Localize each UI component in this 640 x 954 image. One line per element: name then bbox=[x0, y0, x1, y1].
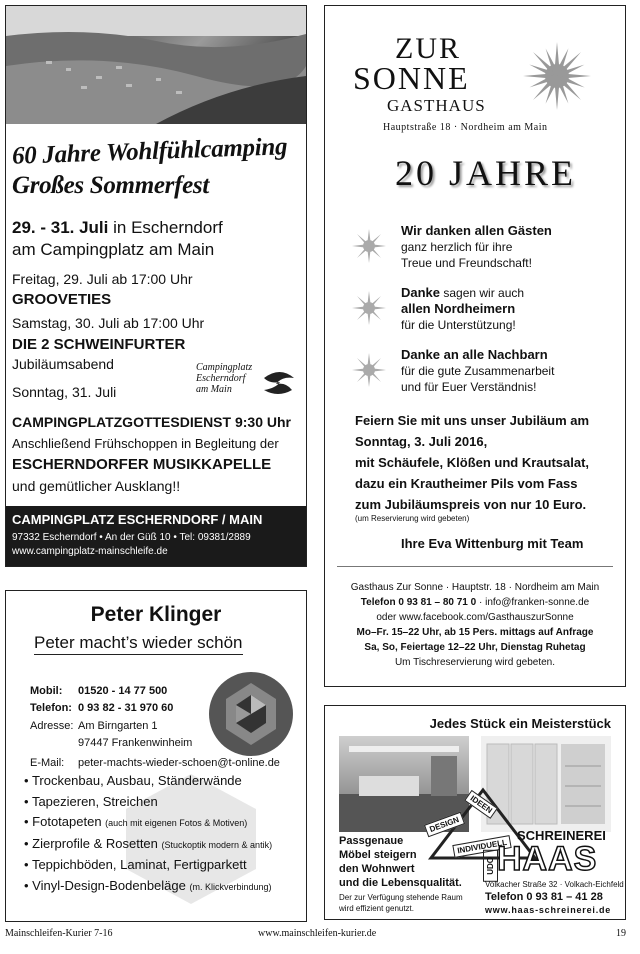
pitch-line-3: den Wohnwert bbox=[339, 863, 415, 875]
thanks-guests-title: Wir danken allen Gästen bbox=[401, 223, 552, 238]
reservation-note: (um Reservierung wird gebeten) bbox=[355, 514, 470, 523]
bullet-icon: • bbox=[24, 793, 32, 809]
sunday-act: CAMPINGPLATZGOTTESDIENST 9:30 Uhr bbox=[12, 414, 291, 430]
event-date bbox=[12, 218, 223, 238]
tag-ideen: IDEEN bbox=[464, 790, 498, 819]
service-name: Vinyl-Design-Bodenbeläge bbox=[32, 877, 190, 893]
bullet-icon: • bbox=[24, 877, 33, 893]
thanks-nordheim-line3: für die Unterstützung! bbox=[401, 318, 516, 332]
sun-icon-2 bbox=[351, 290, 387, 326]
campsite-logo bbox=[196, 362, 300, 406]
service-note: (Stuckoptik modern & antik) bbox=[161, 839, 273, 850]
service-note: (auch mit eigenen Fotos & Motiven) bbox=[105, 818, 248, 828]
thanks-neighbors-title: Danke an alle Nachbarn bbox=[401, 347, 548, 362]
service-item bbox=[24, 812, 272, 834]
bullet-icon: • bbox=[24, 773, 32, 788]
band-name: ESCHERNDORFER MUSIKKAPELLE bbox=[12, 456, 272, 473]
address-label: Adresse: bbox=[30, 720, 74, 732]
bullet-icon: • bbox=[24, 835, 33, 851]
footer-page-number: 19 bbox=[616, 928, 626, 939]
thanks-nordheim bbox=[401, 285, 524, 333]
service-note: (m. Klickverbindung) bbox=[189, 881, 272, 892]
hours-weekend: Sa, So, Feiertage 12–22 Uhr, Dienstag Ruhetag bbox=[364, 642, 586, 653]
small-line-1: Der zur Verfügung stehende Raum bbox=[339, 893, 463, 902]
brand-schreinerei: SCHREINEREI bbox=[517, 828, 606, 843]
sunday-time: Sonntag, 31. Juli bbox=[12, 384, 117, 400]
logo-gasthaus: GASTHAUS bbox=[387, 96, 486, 115]
service-item bbox=[24, 855, 272, 876]
sonne-address: Hauptstraße 18 · Nordheim am Main bbox=[383, 122, 548, 133]
tag-design: DESIGN bbox=[424, 812, 465, 837]
service-item bbox=[24, 876, 272, 898]
email-address[interactable]: peter-machts-wieder-schoen@t-online.de bbox=[78, 757, 280, 769]
table-reservation: Um Tischreservierung wird gebeten. bbox=[394, 657, 556, 668]
invite-line-2: Sonntag, 3. Juli 2016, bbox=[355, 434, 488, 449]
saturday-sub: Jubiläumsabend bbox=[12, 356, 114, 372]
service-name: Fototapeten bbox=[32, 814, 106, 829]
service-item bbox=[24, 834, 272, 856]
contact-facebook[interactable]: oder www.facebook.com/GasthauszurSonne bbox=[376, 612, 574, 623]
logo-line-3: am Main bbox=[196, 384, 232, 395]
services-list bbox=[24, 771, 272, 897]
haas-website[interactable]: www.haas-schreinerei.de bbox=[485, 905, 612, 915]
haas-small-print bbox=[339, 892, 463, 914]
klinger-contacts bbox=[30, 683, 280, 772]
thanks-nordheim-rest: sagen wir auch bbox=[440, 286, 525, 300]
thanks-neighbors-line3: und für Euer Verständnis! bbox=[401, 380, 537, 394]
logo-line-1: Campingplatz bbox=[196, 362, 253, 373]
service-item bbox=[24, 792, 272, 813]
invite-line-4: dazu ein Krautheimer Pils vom Fass bbox=[355, 476, 578, 491]
haas-pitch bbox=[339, 834, 462, 890]
mobil-label: Mobil: bbox=[30, 685, 63, 697]
footer-website[interactable]: www.mainschleifen-kurier.de bbox=[258, 928, 377, 939]
invite-line-5: zum Jubiläumspreis von nur 10 Euro. bbox=[355, 497, 587, 512]
river-swirl-icon bbox=[262, 368, 298, 398]
pitch-line-1: Passgenaue bbox=[339, 835, 404, 847]
logo-line-2: Escherndorf bbox=[196, 373, 246, 384]
thanks-nordheim-line2: allen Nordheimern bbox=[401, 301, 516, 316]
invite-line-1: Feiern Sie mit uns unser Jubiläum am bbox=[355, 413, 590, 428]
celebration-invite bbox=[355, 410, 589, 515]
sun-burst-icon bbox=[521, 40, 593, 112]
aerial-photo-image bbox=[6, 6, 306, 124]
mobil-number[interactable]: 01520 - 14 77 500 bbox=[78, 685, 168, 697]
service-name: Trockenbau, Ausbau, Ständerwände bbox=[31, 773, 242, 788]
saturday-act: DIE 2 SCHWEINFURTER bbox=[12, 336, 186, 353]
thanks-guests-line3: Treue und Freundschaft! bbox=[401, 256, 532, 270]
service-name: Zierprofile & Rosetten bbox=[32, 835, 162, 851]
friday-act: GROOVETIES bbox=[12, 291, 112, 308]
contact-email[interactable]: · info@franken-sonne.de bbox=[476, 597, 590, 608]
address-line-1: Am Birngarten 1 bbox=[78, 720, 158, 732]
anniversary-title: 20 JAHRE bbox=[395, 153, 577, 193]
logo-zur: ZUR bbox=[395, 32, 461, 65]
contact-phone: Telefon 0 93 81 – 80 71 0 bbox=[360, 597, 477, 608]
divider-line bbox=[337, 566, 613, 567]
thanks-neighbors bbox=[401, 347, 554, 395]
haas-ad bbox=[324, 705, 626, 920]
campsite-aerial-photo bbox=[6, 6, 306, 124]
haas-headline: Jedes Stück ein Meisterstück bbox=[429, 716, 611, 731]
service-name: Tapezieren, Streichen bbox=[31, 793, 158, 809]
camping-ad bbox=[5, 5, 307, 567]
bullet-icon: • bbox=[24, 814, 33, 829]
haas-address: Volkacher Straße 32 · Volkach-Eichfeld bbox=[485, 880, 624, 889]
phone-number[interactable]: 0 93 82 - 31 970 60 bbox=[78, 702, 174, 714]
address-line-2: 97447 Frankenwinheim bbox=[78, 737, 193, 749]
footer-publication: Mainschleifen-Kurier 7-16 bbox=[5, 928, 113, 939]
thanks-guests bbox=[401, 223, 552, 271]
phone-label: Telefon: bbox=[30, 702, 72, 714]
closing-line: und gemütlicher Ausklang!! bbox=[12, 478, 181, 494]
service-name: Teppichböden, Laminat, Fertigparkett bbox=[31, 857, 247, 872]
small-line-2: wird effizient genutzt. bbox=[339, 904, 415, 913]
footer-title: CAMPINGPLATZ ESCHERNDORF / MAIN bbox=[12, 512, 263, 527]
klinger-slogan: Peter macht’s wieder schön bbox=[34, 633, 243, 655]
thanks-neighbors-line2: für die gute Zusammenarbeit bbox=[401, 364, 555, 378]
brand-udo: UDO bbox=[483, 850, 498, 882]
contact-address: Gasthaus Zur Sonne · Hauptstr. 18 · Nordheim am Main bbox=[350, 582, 600, 593]
bullet-icon: • bbox=[24, 857, 32, 872]
service-item bbox=[24, 771, 272, 792]
sunday-sub: Anschließend Frühschoppen in Begleitung der bbox=[12, 436, 279, 451]
saturday-time: Samstag, 30. Juli ab 17:00 Uhr bbox=[12, 315, 205, 331]
event-date-place: in Escherndorf bbox=[108, 218, 223, 237]
footer-address: 97332 Escherndorf • An der Güß 10 • Tel: 09381/2889 bbox=[12, 532, 251, 543]
sonne-ad bbox=[324, 5, 626, 687]
contact-block bbox=[325, 580, 625, 670]
sun-icon-3 bbox=[351, 352, 387, 388]
klinger-name: Peter Klinger bbox=[90, 603, 222, 626]
brand-haas: HAAS bbox=[497, 840, 598, 878]
pitch-line-4: und die Lebensqualität. bbox=[339, 877, 462, 889]
email-label: E-Mail: bbox=[30, 757, 65, 769]
event-location: am Campingplatz am Main bbox=[12, 240, 215, 259]
haas-phone[interactable]: Telefon 0 93 81 – 41 28 bbox=[485, 891, 603, 903]
headline-summer-fest: Großes Sommerfest bbox=[12, 172, 209, 199]
signature: Ihre Eva Wittenburg mit Team bbox=[401, 536, 584, 551]
sun-icon-1 bbox=[351, 228, 387, 264]
klinger-ad bbox=[5, 590, 307, 922]
hours-weekdays: Mo–Fr. 15–22 Uhr, ab 15 Pers. mittags auf Anfrage bbox=[356, 627, 594, 638]
logo-sonne: SONNE bbox=[353, 60, 470, 96]
footer-website[interactable]: www.campingplatz-mainschleife.de bbox=[12, 546, 168, 557]
headline-anniversary: 60 Jahre Wohlfühlcamping bbox=[11, 133, 288, 170]
friday-time: Freitag, 29. Juli ab 17:00 Uhr bbox=[12, 271, 193, 287]
thanks-guests-line2: ganz herzlich für ihre bbox=[401, 240, 513, 254]
invite-line-3: mit Schäufele, Klößen und Krautsalat, bbox=[355, 455, 590, 470]
tag-individuell: INDIVIDUELL bbox=[452, 835, 512, 858]
camping-footer bbox=[6, 506, 306, 566]
event-date-bold: 29. - 31. Juli bbox=[12, 218, 109, 237]
thanks-nordheim-bold: Danke bbox=[401, 285, 441, 300]
pitch-line-2: Möbel steigern bbox=[339, 849, 417, 861]
